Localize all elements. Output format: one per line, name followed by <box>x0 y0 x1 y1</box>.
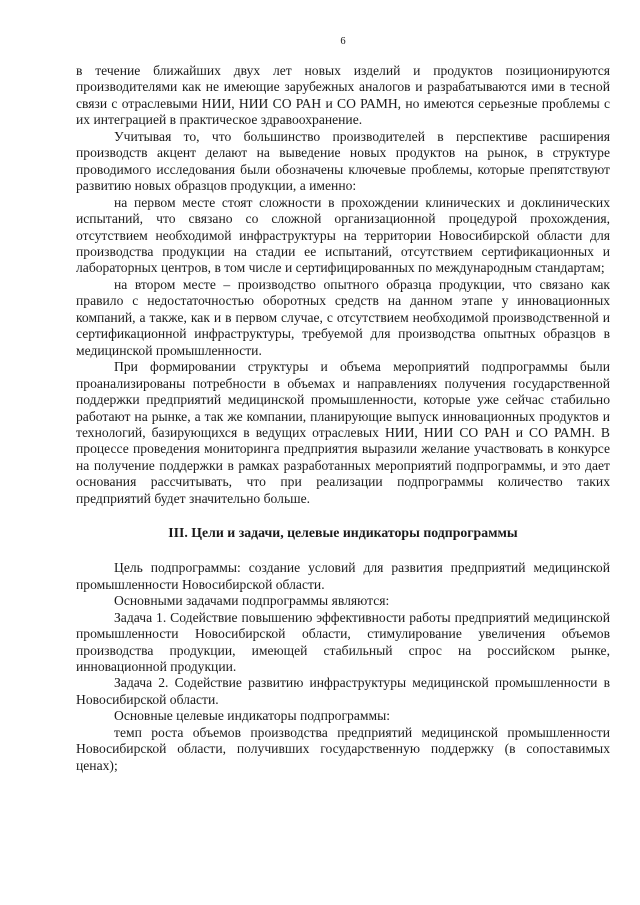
paragraph: темп роста объемов производства предприятий медицинской промышленности Новосибирской области, получивших государственную поддержку (в сопоставимых ценах); <box>76 724 610 773</box>
paragraph: в течение ближайших двух лет новых изделий и продуктов позиционируются производителями как не имеющие зарубежных аналогов и разрабатываются ими в тесной связи с отраслевыми НИИ, НИИ СО РАН и СО РАМН, но имеются серьезные проблемы с их интеграцией в практическое здравоохранение. <box>76 63 610 128</box>
body-text-bottom <box>76 560 610 774</box>
paragraph: При формировании структуры и объема мероприятий подпрограммы были проанализированы потребности в объемах и направлениях получения государственной поддержки предприятий медицинской промышленности, которые уже сейчас стабильно работают на рынке, а так же компании, планирующие выпуск инновационных продуктов и технологий, базирующихся в ведущих отраслевых НИИ, НИИ СО РАН и СО РАМН. В процессе проведения мониторинга предприятия выразили желание участвовать в конкурсе на получение поддержки в рамках разработанных мероприятий подпрограммы, и это дает основания рассчитывать, что при реализации подпрограммы количество таких предприятий будет значительно больше. <box>76 359 610 506</box>
paragraph: Задача 1. Содействие повышению эффективности работы предприятий медицинской промышленности Новосибирской области, стимулирование увеличения объемов производства продукции, имеющей стабильный спрос на российском рынке, инновационной продукции. <box>76 609 610 674</box>
document-page <box>76 36 610 774</box>
paragraph: Задача 2. Содействие развитию инфраструктуры медицинской промышленности в Новосибирской области. <box>76 675 610 707</box>
paragraph: на втором месте – производство опытного образца продукции, что связано как правило с недостаточностью оборотных средств на данном этапе у инновационных компаний, а также, как и в первом случае, с отсутствием необходимой производственной и сертификационной инфраструктуры, требуемой для производства опытных образцов в медицинской промышленности. <box>76 276 610 358</box>
page-number: 6 <box>340 36 346 47</box>
paragraph: Учитывая то, что большинство производителей в перспективе расширения производств акцент делают на выведение новых продуктов на рынок, в структуре проводимого исследования были обозначены ключевые проблемы, которые препятствуют развитию новых образцов продукции, а именно: <box>76 128 610 194</box>
paragraph: Основные целевые индикаторы подпрограммы: <box>114 708 390 724</box>
body-text-top <box>76 63 610 507</box>
section-heading: III. Цели и задачи, целевые индикаторы подпрограммы <box>168 525 518 541</box>
paragraph: на первом месте стоят сложности в прохождении клинических и доклинических испытаний, что связано со сложной организационной процедурой прохождения, отсутствием необходимой инфраструктуры на территории Новосибирской области для производства продукции на стадии ее испытаний, отсутствием сертификационных и лабораторных центров, в том числе и сертифицированных по международным стандартам; <box>76 194 610 276</box>
paragraph: Основными задачами подпрограммы являются: <box>114 593 390 609</box>
paragraph: Цель подпрограммы: создание условий для развития предприятий медицинской промышленности Новосибирской области. <box>76 560 610 592</box>
